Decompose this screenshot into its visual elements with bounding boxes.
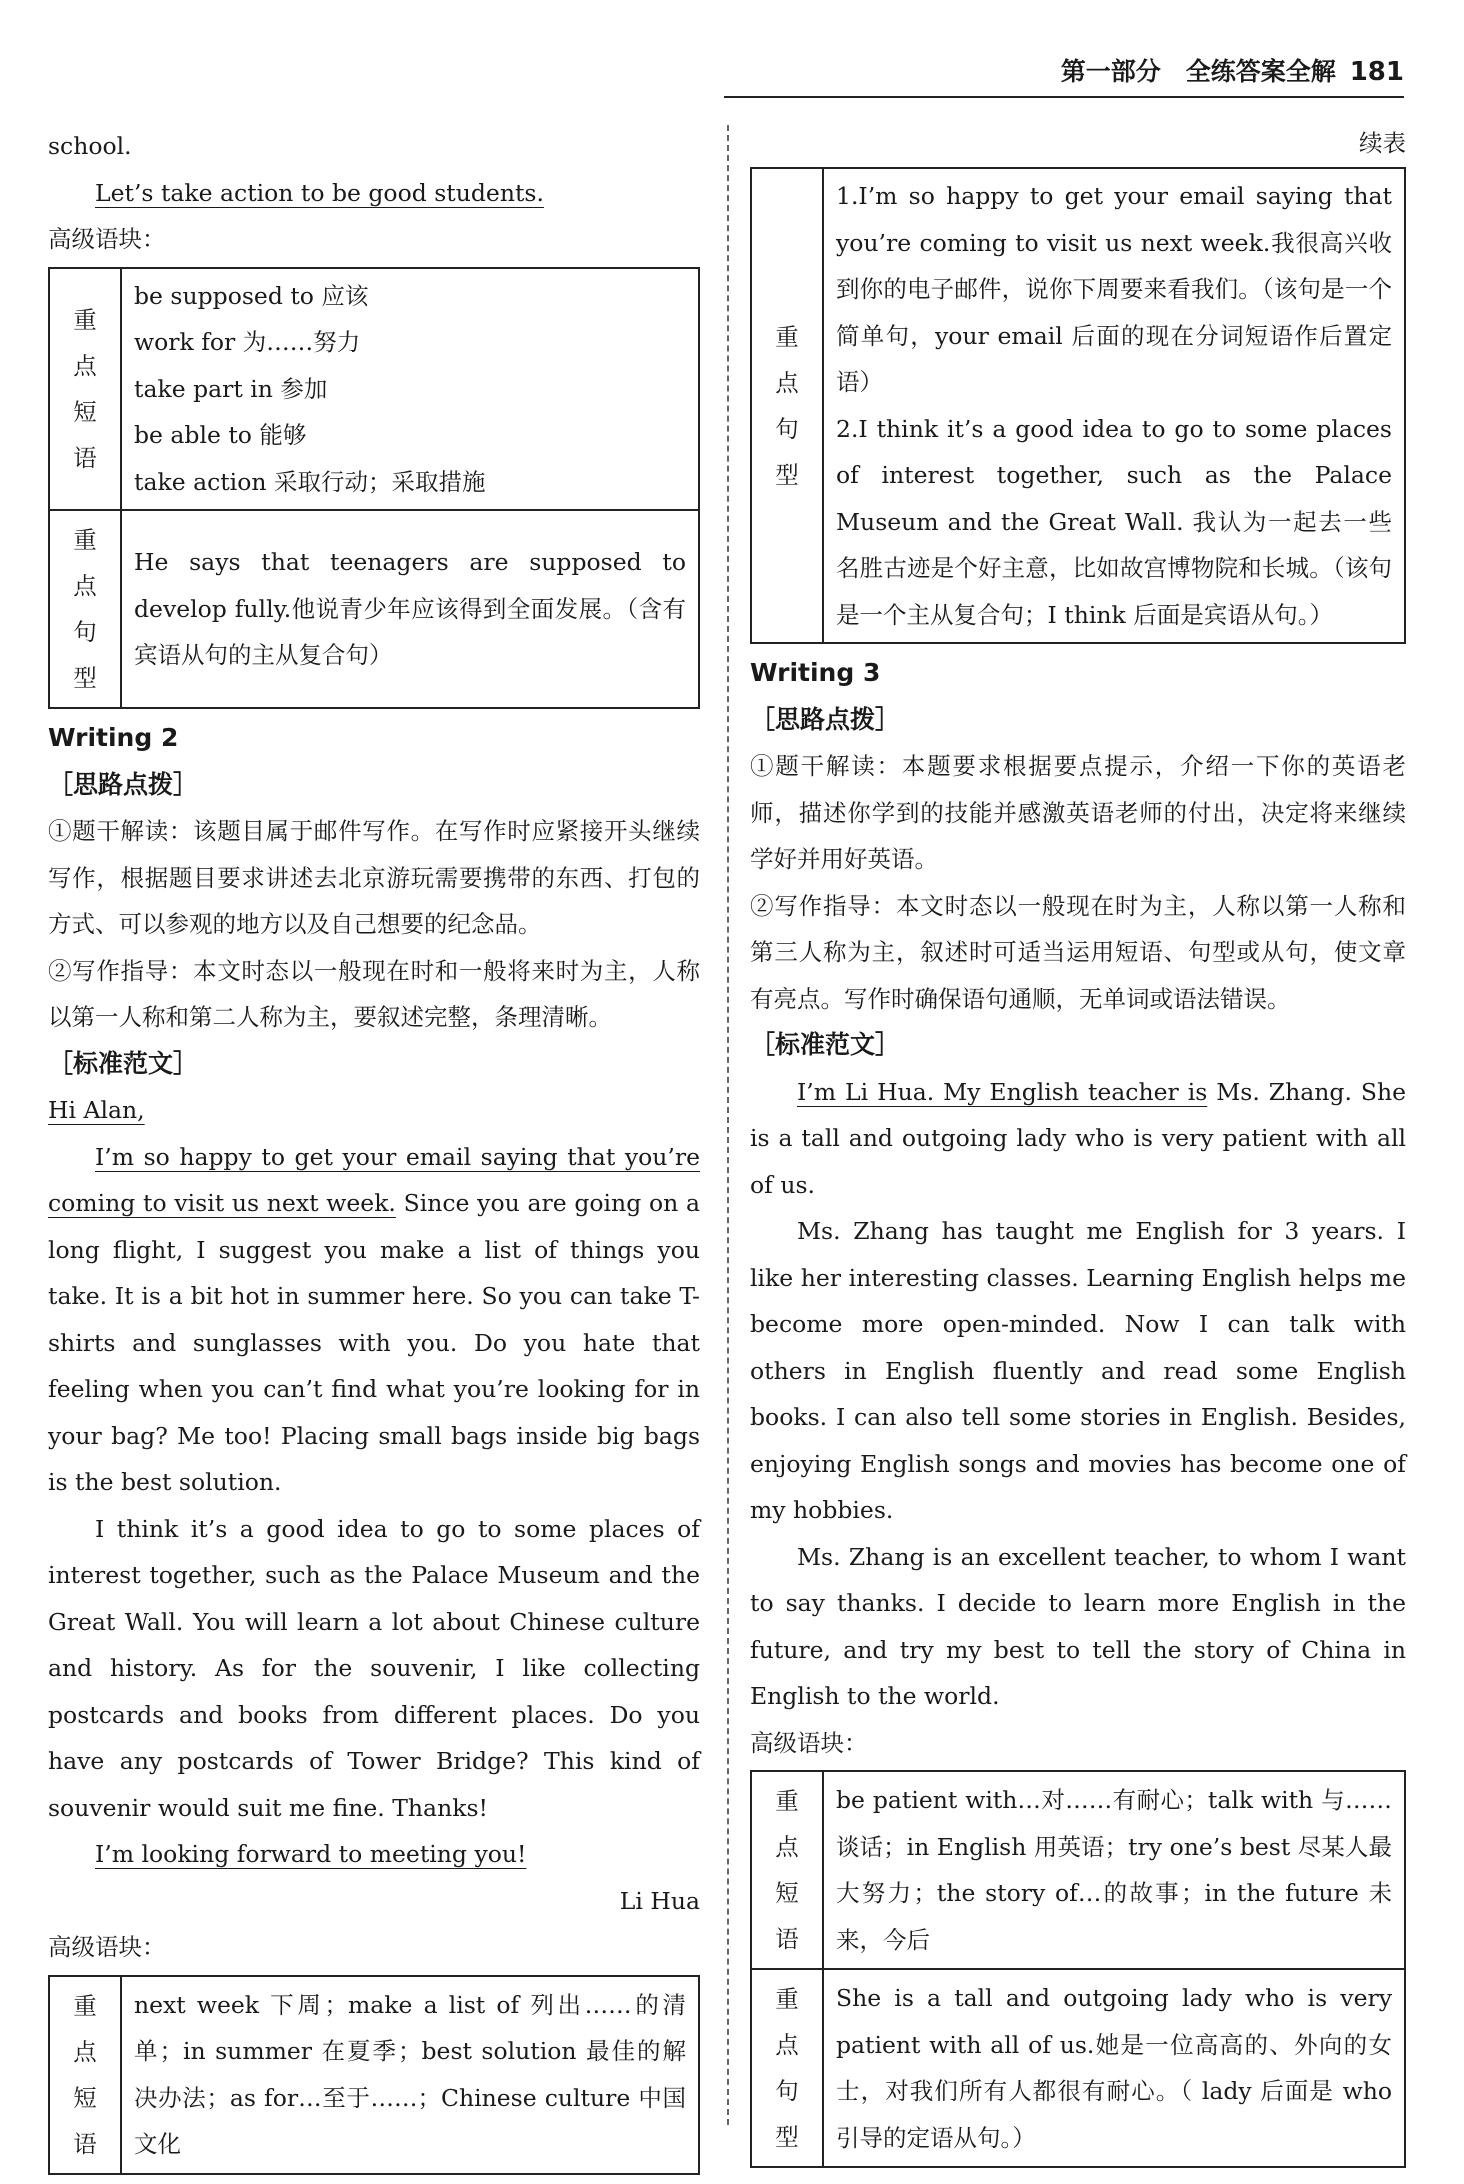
- table-4: [750, 1770, 1406, 2168]
- paragraph-2: Ms. Zhang has taught me English for 3 years. I like her interesting classes. Learning English helps me become more open-minded. Now I can talk with others in English fluently and read some English books. I can also tell some stories in English. Besides, enjoying English songs and movies has become one of my hobbies.: [750, 1217, 1406, 1524]
- right-column: [750, 123, 1406, 2174]
- idea-heading: ［思路点拨］: [48, 769, 199, 799]
- sentence-text: He says that teenagers are supposed to develop fully.他说青少年应该得到全面发展。（含有宾语从句的主从复合句）: [121, 510, 699, 708]
- phrase-item: take part in 参加: [134, 374, 328, 403]
- paragraph-2: I think it’s a good idea to go to some places of interest together, such as the Palace Museum and the Great Wall. You will learn a lot about Chinese culture and history. As for the souvenir, I like collecting postcards and books from different places. Do you have any postcards of Tower Bridge? This kind of souvenir would suit me fine. Thanks!: [48, 1514, 700, 1822]
- writing-2-title: Writing 2: [48, 723, 179, 752]
- intro-tail: school.: [48, 132, 132, 160]
- left-column: [48, 123, 700, 2181]
- table-2: [48, 1975, 700, 2175]
- sentence-list: [823, 168, 1405, 643]
- sentence-label: 重 点 句 型: [751, 168, 823, 643]
- model-heading: ［标准范文］: [48, 1048, 199, 1078]
- page-header: [1061, 52, 1404, 88]
- phrase-item: be supposed to 应该: [134, 281, 369, 310]
- phrase-text: be patient with…对……有耐心；talk with 与……谈话；in English 用英语；try one’s best 尽某人最大努力；the story of…的故事；in the future 未来，今后: [823, 1771, 1405, 1969]
- sentence-text: She is a tall and outgoing lady who is very patient with all of us.她是一位高高的、外向的女士，对我们所有人都很有耐心。（ lady 后面是 who 引导的定语从句。）: [823, 1969, 1405, 2167]
- phrase-text: next week 下周；make a list of 列出……的清单；in summer 在夏季；best solution 最佳的解决办法；as for…至于……；Chinese culture 中国文化: [121, 1976, 699, 2174]
- column-divider: [727, 125, 729, 2125]
- writing-3-title: Writing 3: [750, 658, 881, 687]
- sentence-label: 重 点 句 型: [49, 510, 121, 708]
- signature: Li Hua: [619, 1886, 700, 1915]
- idea-2: ②写作指导：本文时态以一般现在时和一般将来时为主，人称以第一人称和第二人称为主，要叙述完整，条理清晰。: [48, 956, 700, 1031]
- advanced-label-2: 高级语块：: [48, 1933, 166, 1961]
- intro-line: Let’s take action to be good students.: [95, 178, 544, 207]
- paragraph-1: I’m Li Hua. My English teacher is Ms. Zhang. She is a tall and outgoing lady who is very patient with all of us.: [750, 1077, 1407, 1199]
- idea-2: ②写作指导：本文时态以一般现在时为主，人称以第一人称和第三人称为主，叙述时可适当运用短语、句型或从句，使文章有亮点。写作时确保语句通顺，无单词或语法错误。: [750, 891, 1406, 1013]
- closing-line: I’m looking forward to meeting you!: [95, 1840, 527, 1868]
- phrase-item: work for 为……努力: [134, 328, 361, 356]
- table-3: [750, 167, 1406, 644]
- advanced-label: 高级语块：: [750, 1728, 868, 1757]
- continued-label: 续表: [1359, 129, 1406, 157]
- phrase-item: be able to 能够: [134, 421, 307, 449]
- idea-1: ①题干解读：该题目属于邮件写作。在写作时应紧接开头继续写作，根据题目要求讲述去北京游玩需要携带的东西、打包的方式、可以参观的地方以及自己想要的纪念品。: [48, 817, 700, 938]
- phrase-label: 重 点 短 语: [49, 268, 121, 511]
- sentence-item: 1.I’m so happy to get your email saying that you’re coming to visit us next week.我很高兴收到你的电子邮件，说你下周要来看我们。（该句是一个简单句，your email 后面的现在分词短语作后置定语）: [836, 182, 1392, 396]
- phrase-list: [121, 268, 699, 511]
- idea-1: ①题干解读：本题要求根据要点提示，介绍一下你的英语老师，描述你学到的技能并感激英语老师的付出，决定将来继续学好并用好英语。: [750, 752, 1406, 873]
- model-heading: ［标准范文］: [750, 1030, 901, 1059]
- phrase-item: take action 采取行动；采取措施: [134, 467, 486, 496]
- advanced-label-1: 高级语块：: [48, 225, 166, 253]
- header-rule: [724, 96, 1404, 98]
- phrase-label: 重 点 短 语: [751, 1771, 823, 1969]
- greeting: Hi Alan,: [48, 1096, 145, 1124]
- section-title: 第一部分 全练答案全解: [1060, 57, 1336, 86]
- phrase-label: 重 点 短 语: [49, 1976, 121, 2174]
- sentence-item: 2.I think it’s a good idea to go to some places of interest together, such as the Palace Museum and the Great Wall. 我认为一起去一些名胜古迹是个好主意，比如故宫博物院和长城。（该句是一个主从复合句；I think 后面是宾语从句。）: [836, 414, 1392, 629]
- table-1: [48, 267, 700, 710]
- paragraph-3: Ms. Zhang is an excellent teacher, to whom I want to say thanks. I decide to learn more English in the future, and try my best to tell the story of China in English to the world.: [750, 1542, 1406, 1710]
- page-number: 181: [1349, 57, 1404, 87]
- idea-heading: ［思路点拨］: [750, 704, 901, 734]
- paragraph-1: I’m so happy to get your email saying that you’re coming to visit us next week. Since you are going on a long flight, I suggest you make a list of things you take. It is a bit hot in summer here. So you can take T-shirts and sunglasses with you. Do you hate that feeling when you can’t find what you’re looking for in your bag? Me too! Placing small bags inside big bags is the best solution.: [48, 1142, 700, 1496]
- sentence-label: 重 点 句 型: [751, 1969, 823, 2167]
